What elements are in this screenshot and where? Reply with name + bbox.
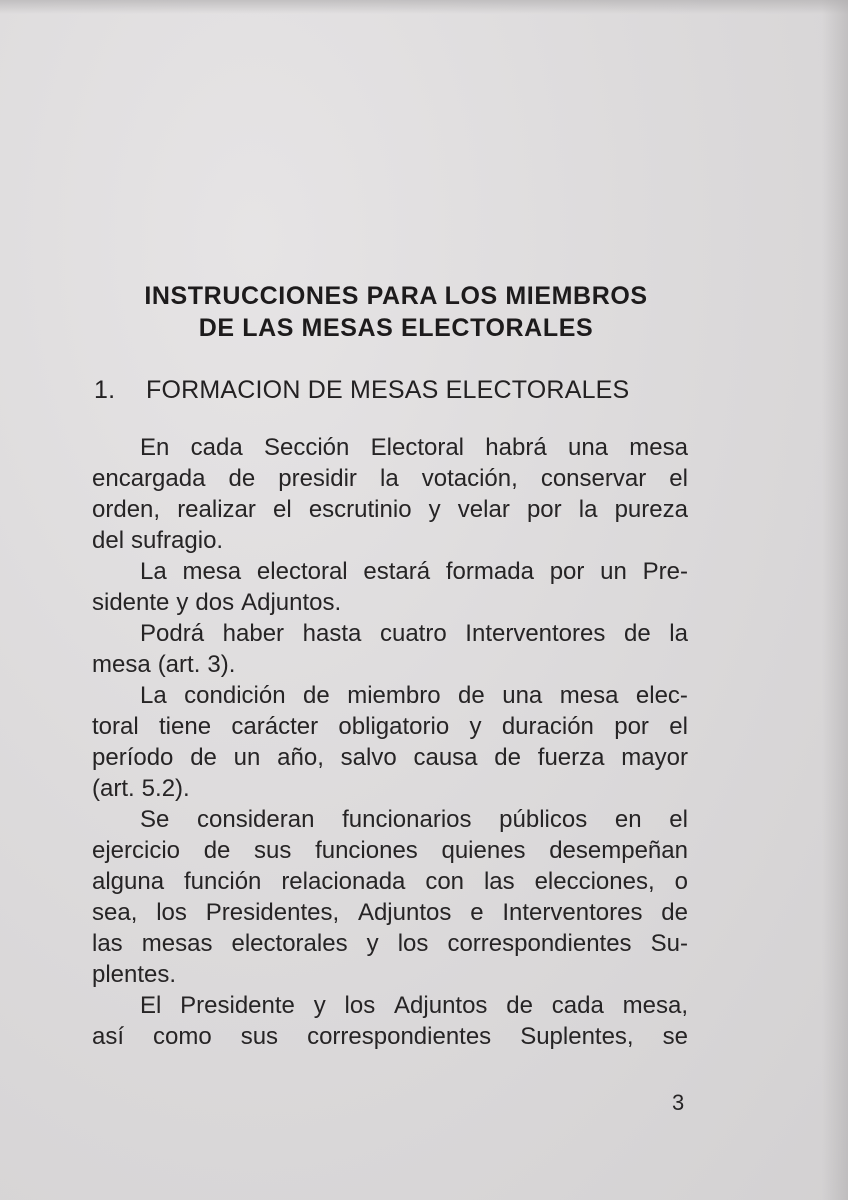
word: del [92, 527, 125, 554]
word: Adjuntos. [241, 589, 342, 616]
word: El [140, 992, 162, 1019]
word: con [425, 868, 465, 895]
word: el [669, 465, 688, 492]
body-line [92, 463, 688, 494]
section-number: 1. [94, 376, 116, 404]
word: En [140, 434, 170, 461]
word: (art. [92, 775, 135, 802]
word: mesa, [622, 992, 688, 1019]
word: un [233, 744, 261, 771]
body-line [92, 897, 688, 928]
title-line-1: INSTRUCCIONES PARA LOS MIEMBROS [144, 282, 648, 310]
word: cada [551, 992, 604, 1019]
word: cuatro [379, 620, 447, 647]
word: formada [445, 558, 534, 585]
word: carácter [231, 713, 319, 740]
word: dos [195, 589, 235, 616]
body-line [92, 494, 688, 525]
word: sidente [92, 589, 170, 616]
word: el [669, 806, 688, 833]
word: de [661, 899, 688, 926]
word: plentes. [92, 961, 177, 988]
word: e [470, 899, 484, 926]
word: en [614, 806, 642, 833]
word: 3). [207, 651, 236, 678]
body-line [92, 649, 688, 680]
word: mesa [182, 558, 242, 585]
word: y [176, 589, 189, 616]
word: salvo [340, 744, 397, 771]
body-line [92, 587, 688, 618]
word: alguna [92, 868, 165, 895]
page-shadow-top [0, 0, 848, 14]
title-line-2: DE LAS MESAS ELECTORALES [198, 314, 594, 342]
word: de [190, 744, 217, 771]
word: fuerza [537, 744, 605, 771]
word: presidir [278, 465, 357, 492]
word: (art. [157, 651, 201, 678]
word: año, [277, 744, 324, 771]
word: hasta [302, 620, 362, 647]
word: y [469, 713, 482, 740]
page-shadow-right [822, 0, 848, 1200]
word: período [92, 744, 174, 771]
word: condición [184, 682, 286, 709]
word: habrá [485, 434, 547, 461]
word: votación, [421, 465, 518, 492]
word: electoral [256, 558, 348, 585]
word: correspondientes [447, 930, 632, 957]
word: obligatorio [338, 713, 450, 740]
word: correspondientes [307, 1023, 492, 1050]
word: sus [240, 1023, 279, 1050]
word: estará [363, 558, 431, 585]
word: el [669, 713, 688, 740]
word: se [662, 1023, 688, 1050]
word: velar [457, 496, 510, 523]
word: mesas [141, 930, 213, 957]
word: la [578, 496, 598, 523]
word: por [549, 558, 585, 585]
word: por [526, 496, 562, 523]
body-line [92, 804, 688, 835]
word: función [184, 868, 262, 895]
body-line [92, 959, 688, 990]
word: cada [190, 434, 243, 461]
word: Sección [263, 434, 350, 461]
word: sufragio. [131, 527, 224, 554]
word: de [494, 744, 521, 771]
word: de [506, 992, 533, 1019]
word: La [140, 682, 167, 709]
word: Adjuntos [357, 899, 452, 926]
word: Presidentes, [205, 899, 340, 926]
word: así [92, 1023, 125, 1050]
word: de [458, 682, 485, 709]
word: públicos [499, 806, 588, 833]
body-text [92, 432, 688, 1052]
word: mesa [92, 651, 151, 678]
word: tiene [159, 713, 212, 740]
word: haber [222, 620, 285, 647]
word: mesa [629, 434, 688, 461]
word: Adjuntos [394, 992, 488, 1019]
word: de [203, 837, 231, 864]
word: causa [413, 744, 478, 771]
word: La [140, 558, 167, 585]
body-line [92, 928, 688, 959]
word: y [366, 930, 379, 957]
word: el [273, 496, 292, 523]
word: mayor [621, 744, 688, 771]
word: orden, [92, 496, 161, 523]
word: funciones [315, 837, 418, 864]
body-line [92, 1021, 688, 1052]
body-line [92, 866, 688, 897]
word: una [567, 434, 609, 461]
word: Podrá [140, 620, 205, 647]
word: consideran [197, 806, 315, 833]
word: realizar [177, 496, 256, 523]
word: Suplentes, [520, 1023, 634, 1050]
word: Interventores [502, 899, 643, 926]
word: como [153, 1023, 212, 1050]
word: un [600, 558, 627, 585]
word: Electoral [370, 434, 465, 461]
word: sea, [92, 899, 138, 926]
word: los [344, 992, 376, 1019]
section-heading-text: FORMACION DE MESAS ELECTORALES [146, 376, 630, 404]
word: desempeñan [549, 837, 688, 864]
word: las [92, 930, 123, 957]
word: y [428, 496, 441, 523]
word: de [623, 620, 651, 647]
body-line [92, 525, 688, 556]
word: de [303, 682, 330, 709]
body-line [92, 773, 688, 804]
word: funcionarios [342, 806, 472, 833]
word: Se [140, 806, 170, 833]
word: duración [501, 713, 594, 740]
word: de [228, 465, 256, 492]
word: mesa [559, 682, 619, 709]
word: relacionada [281, 868, 406, 895]
body-line [92, 680, 688, 711]
body-line [92, 556, 688, 587]
word: pureza [614, 496, 688, 523]
word: escrutinio [308, 496, 412, 523]
word: o [674, 868, 688, 895]
word: una [502, 682, 543, 709]
word: miembro [347, 682, 441, 709]
word: sus [254, 837, 292, 864]
word: conservar [540, 465, 647, 492]
word: encargada [92, 465, 206, 492]
word: Interventores [465, 620, 606, 647]
word: Pre- [642, 558, 688, 585]
body-line [92, 432, 688, 463]
body-line [92, 835, 688, 866]
word: quienes [441, 837, 526, 864]
body-line [92, 742, 688, 773]
document-title [96, 280, 696, 344]
word: elecciones, [534, 868, 655, 895]
word: los [156, 899, 187, 926]
word: electorales [231, 930, 348, 957]
word: ejercicio [92, 837, 181, 864]
word: Su- [650, 930, 688, 957]
word: 5.2). [141, 775, 190, 802]
body-line [92, 711, 688, 742]
word: la [669, 620, 688, 647]
word: la [379, 465, 399, 492]
word: y [313, 992, 326, 1019]
body-line [92, 618, 688, 649]
word: las [483, 868, 515, 895]
word: Presidente [180, 992, 295, 1019]
page-number: 3 [672, 1090, 685, 1115]
word: toral [92, 713, 139, 740]
word: los [397, 930, 429, 957]
word: elec- [635, 682, 688, 709]
section-heading [94, 374, 694, 406]
body-line [92, 990, 688, 1021]
word: por [614, 713, 649, 740]
